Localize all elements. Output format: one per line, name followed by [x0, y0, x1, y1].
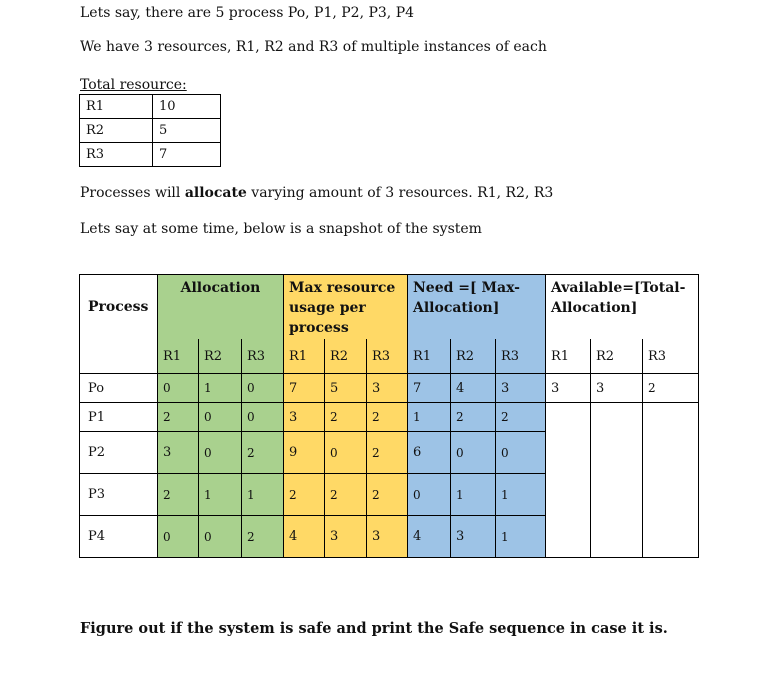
- allocation-header: Allocation: [158, 275, 284, 340]
- max-r3-header: R3: [367, 339, 408, 374]
- process-name: P1: [80, 403, 158, 432]
- need-r2-header: R2: [451, 339, 496, 374]
- max-value: 4: [284, 516, 325, 558]
- max-value: 2: [284, 474, 325, 516]
- available-empty: [643, 403, 699, 432]
- need-value: 0: [451, 432, 496, 474]
- table-row: [80, 516, 699, 558]
- need-value: 1: [408, 403, 451, 432]
- max-r2-header: R2: [325, 339, 367, 374]
- max-value: 2: [325, 474, 367, 516]
- available-empty: [591, 474, 643, 516]
- resource-name: R1: [80, 95, 153, 119]
- allocate-text-before: Processes will: [80, 185, 185, 201]
- avail-r1-header: R1: [546, 339, 591, 374]
- table-row: [80, 374, 699, 403]
- available-empty: [643, 516, 699, 558]
- need-value: 4: [408, 516, 451, 558]
- avail-r3-header: R3: [643, 339, 699, 374]
- process-name: Po: [80, 374, 158, 403]
- table-row: [80, 143, 221, 167]
- available-empty: [546, 432, 591, 474]
- available-empty: [546, 474, 591, 516]
- max-r1-header: R1: [284, 339, 325, 374]
- final-question: Figure out if the system is safe and print the Safe sequence in case it is.: [80, 620, 668, 637]
- table-row: [80, 474, 699, 516]
- max-value: 3: [367, 516, 408, 558]
- alloc-value: 0: [242, 403, 284, 432]
- resource-value: 10: [153, 95, 221, 119]
- need-header-line: Allocation]: [413, 300, 500, 316]
- max-value: 2: [325, 403, 367, 432]
- need-value: 4: [451, 374, 496, 403]
- need-value: 1: [496, 516, 546, 558]
- max-value: 3: [367, 374, 408, 403]
- need-value: 3: [496, 374, 546, 403]
- max-value: 2: [367, 474, 408, 516]
- intro-line-processes: Lets say, there are 5 process Po, P1, P2, P3, P4: [80, 5, 415, 21]
- max-value: 7: [284, 374, 325, 403]
- need-value: 3: [451, 516, 496, 558]
- need-r1-header: R1: [408, 339, 451, 374]
- max-value: 9: [284, 432, 325, 474]
- total-resource-table: [79, 94, 221, 167]
- alloc-value: 0: [242, 374, 284, 403]
- available-empty: [643, 474, 699, 516]
- need-r3-header: R3: [496, 339, 546, 374]
- header-row: [80, 275, 699, 340]
- alloc-r1-header: R1: [158, 339, 199, 374]
- alloc-value: 1: [199, 374, 242, 403]
- need-value: 1: [496, 474, 546, 516]
- max-header-line: Max resource: [289, 280, 396, 296]
- available-empty: [591, 516, 643, 558]
- max-header-line: usage per: [289, 300, 366, 316]
- alloc-value: 3: [158, 432, 199, 474]
- allocate-text-bold: allocate: [184, 185, 247, 201]
- need-value: 0: [408, 474, 451, 516]
- process-name: P4: [80, 516, 158, 558]
- alloc-value: 0: [158, 516, 199, 558]
- process-subheader: [80, 339, 158, 374]
- alloc-value: 2: [242, 432, 284, 474]
- available-value: 3: [546, 374, 591, 403]
- max-usage-header: [284, 275, 408, 340]
- available-header: [546, 275, 699, 340]
- alloc-value: 2: [158, 403, 199, 432]
- available-header-line: Available=[Total-: [551, 280, 686, 296]
- table-row: [80, 95, 221, 119]
- table-row: [80, 119, 221, 143]
- allocate-sentence: [80, 185, 553, 201]
- alloc-value: 0: [199, 432, 242, 474]
- max-value: 5: [325, 374, 367, 403]
- max-value: 3: [284, 403, 325, 432]
- alloc-value: 2: [242, 516, 284, 558]
- available-empty: [591, 403, 643, 432]
- available-empty: [643, 432, 699, 474]
- max-header-line: process: [289, 320, 349, 336]
- alloc-value: 1: [242, 474, 284, 516]
- table-row: [80, 403, 699, 432]
- need-value: 0: [496, 432, 546, 474]
- alloc-r3-header: R3: [242, 339, 284, 374]
- resource-name: R2: [80, 119, 153, 143]
- need-value: 7: [408, 374, 451, 403]
- available-header-line: Allocation]: [551, 300, 638, 316]
- max-value: 2: [367, 403, 408, 432]
- max-value: 2: [367, 432, 408, 474]
- need-header: [408, 275, 546, 340]
- available-value: 3: [591, 374, 643, 403]
- intro-line-resources: We have 3 resources, R1, R2 and R3 of multiple instances of each: [80, 39, 547, 55]
- avail-r2-header: R2: [591, 339, 643, 374]
- subheader-row: [80, 339, 699, 374]
- alloc-value: 2: [158, 474, 199, 516]
- need-value: 2: [451, 403, 496, 432]
- max-value: 0: [325, 432, 367, 474]
- resource-value: 7: [153, 143, 221, 167]
- resource-value: 5: [153, 119, 221, 143]
- available-value: 2: [643, 374, 699, 403]
- total-resource-label: Total resource:: [80, 77, 187, 93]
- available-empty: [546, 516, 591, 558]
- snapshot-intro: Lets say at some time, below is a snapshot of the system: [80, 221, 482, 237]
- process-name: P3: [80, 474, 158, 516]
- available-empty: [546, 403, 591, 432]
- allocate-text-after: varying amount of 3 resources. R1, R2, R3: [246, 185, 554, 201]
- need-header-line: Need =[ Max-: [413, 280, 520, 296]
- process-name: P2: [80, 432, 158, 474]
- available-empty: [591, 432, 643, 474]
- alloc-value: 0: [158, 374, 199, 403]
- need-value: 2: [496, 403, 546, 432]
- need-value: 1: [451, 474, 496, 516]
- resource-name: R3: [80, 143, 153, 167]
- alloc-value: 1: [199, 474, 242, 516]
- snapshot-table: [79, 274, 699, 558]
- alloc-r2-header: R2: [199, 339, 242, 374]
- alloc-value: 0: [199, 403, 242, 432]
- max-value: 3: [325, 516, 367, 558]
- table-row: [80, 432, 699, 474]
- process-header: Process: [80, 275, 158, 340]
- need-value: 6: [408, 432, 451, 474]
- alloc-value: 0: [199, 516, 242, 558]
